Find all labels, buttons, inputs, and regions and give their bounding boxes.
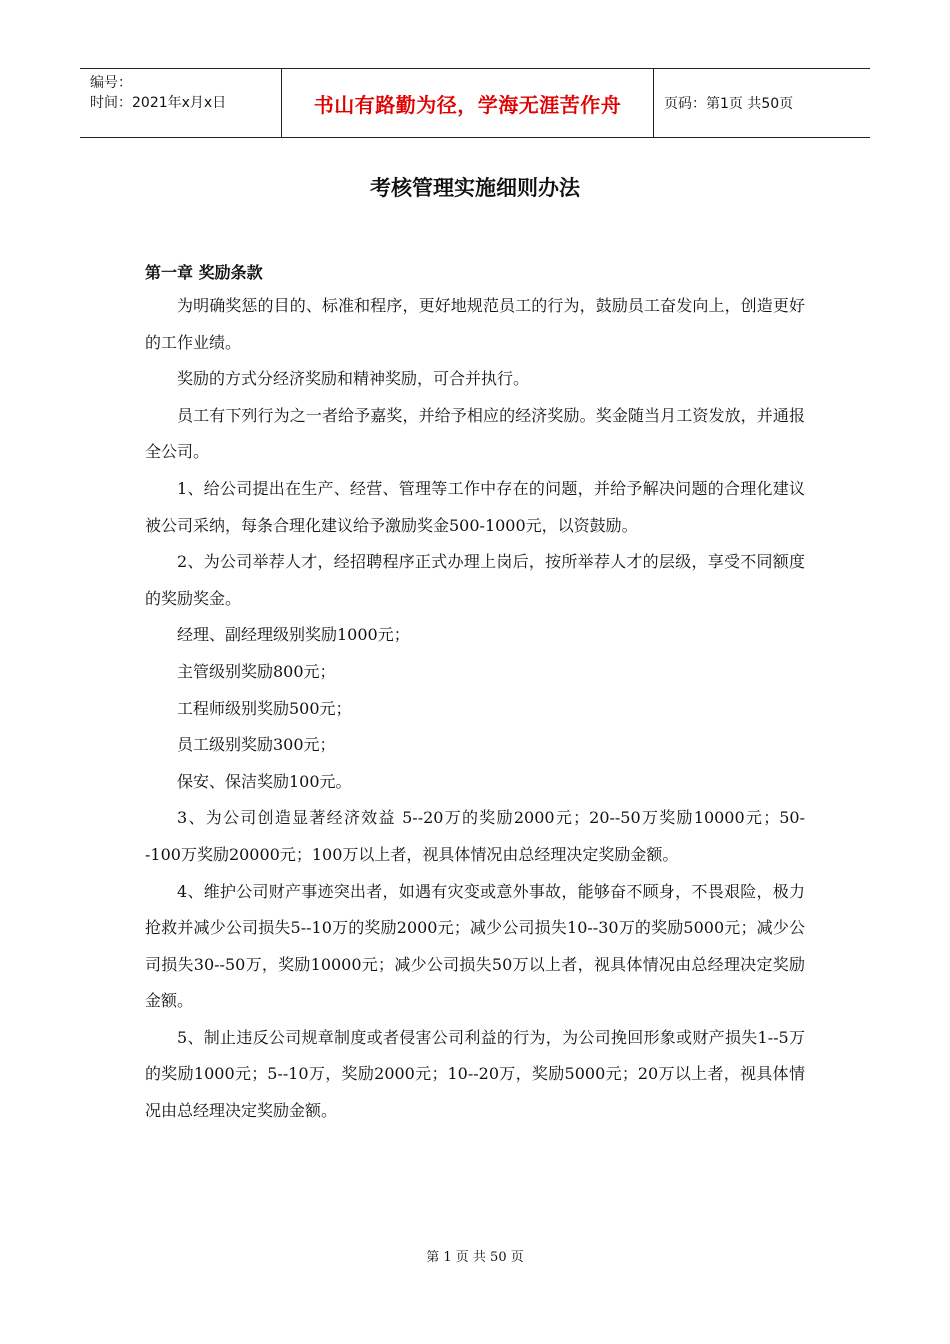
paragraph: 5、制止违反公司规章制度或者侵害公司利益的行为，为公司挽回形象或财产损失1--5万的奖励1000元；5--10万，奖励2000元；10--20万，奖励5000元；20万以上者，视具体情况由总经理决定奖励金额。 [145,1027,805,1121]
paragraph: 为明确奖惩的目的、标准和程序，更好地规范员工的行为，鼓励员工奋发向上，创造更好的工作业绩。 [145,296,805,352]
header-motto: 书山有路勤为径，学海无涯苦作舟 [313,92,622,117]
document-title: 考核管理实施细则办法 [370,176,580,200]
paragraph: 2、为公司举荐人才，经招聘程序正式办理上岗后，按所举荐人才的层级，享受不同额度的奖励奖金。 [145,552,805,608]
paragraph: 1、给公司提出在生产、经营、管理等工作中存在的问题，并给予解决问题的合理化建议被公司采纳，每条合理化建议给予激励奖金500-1000元，以资鼓励。 [145,478,805,535]
reward-level-item: 保安、保洁奖励100元。 [177,771,352,791]
document-body [145,288,805,1130]
header-motto-cell [282,69,654,137]
paragraph: 员工有下列行为之一者给予嘉奖，并给予相应的经济奖励。奖金随当月工资发放，并通报全公司。 [145,405,805,462]
chapter-heading: 第一章 奖励条款 [145,263,263,282]
paragraph: 奖励的方式分经济奖励和精神奖励，可合并执行。 [177,369,530,389]
page-footer: 第 1 页 共 50 页 [426,1250,524,1265]
paragraph: 4、维护公司财产事迹突出者，如遇有灾变或意外事故，能够奋不顾身，不畏艰险，极力抢救并减少公司损失5--10万的奖励2000元；减少公司损失10--30万的奖励5000元；减少公司损失30--50万，奖励10000元；减少公司损失50万以上者，视具体情况由总经理决定奖励金额。 [145,881,805,1011]
page-header [80,68,870,138]
reward-level-item: 经理、副经理级别奖励1000元； [177,625,410,645]
reward-level-item: 主管级别奖励800元； [177,661,336,681]
reward-level-item: 工程师级别奖励500元； [177,698,352,718]
document-number-label: 编号： [90,75,132,91]
document-time-label: 时间：2021年x月x日 [90,95,227,111]
paragraph: 3、为公司创造显著经济效益 5--20万的奖励2000元；20--50万奖励10000元；50--100万奖励20000元；100万以上者，视具体情况由总经理决定奖励金额。 [145,808,805,864]
reward-level-item: 员工级别奖励300元； [177,735,336,755]
header-meta [80,69,282,137]
header-page-info: 页码：第1页 共50页 [664,96,794,112]
